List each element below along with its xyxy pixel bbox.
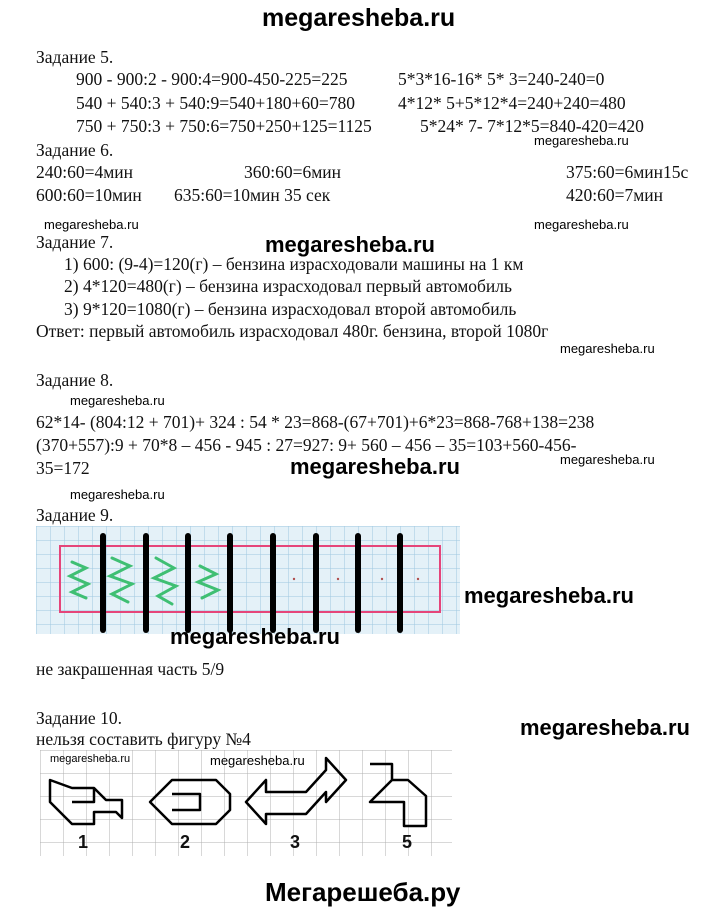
watermark-small: megaresheba.ru <box>560 341 655 356</box>
watermark-small: megaresheba.ru <box>210 753 305 768</box>
task8-title: Задание 8. <box>36 370 114 390</box>
task6-title: Задание 6. <box>36 140 114 160</box>
task8-line-1: 62*14- (804:12 + 701)+ 324 : 54 * 23=868-(67+701)+6*23=868-768+138=238 <box>36 412 595 432</box>
task5-title: Задание 5. <box>36 47 114 67</box>
watermark-small: megaresheba.ru <box>534 217 629 232</box>
task7-title: Задание 7. <box>36 232 114 252</box>
header-watermark: megaresheba.ru <box>262 4 456 32</box>
task6-r2-c2: 635:60=10мин 35 сек <box>174 185 331 205</box>
task7-answer: Ответ: первый автомобиль израсходовал 480г. бензина, второй 1080г <box>36 321 549 341</box>
task6-r2-c1: 600:60=10мин <box>36 185 142 205</box>
task5-line-3: 750 + 750:3 + 750:6=750+250+125=1125 <box>76 116 372 136</box>
watermark-big: megaresheba.ru <box>265 232 435 257</box>
task6-r1-c2: 360:60=6мин <box>244 162 342 182</box>
task6-r1-c1: 240:60=4мин <box>36 162 134 182</box>
task5-line-2: 540 + 540:3 + 540:9=540+180+60=780 <box>76 93 355 113</box>
watermark-big: megaresheba.ru <box>290 454 460 479</box>
task7-item-3: 3) 9*120=1080(г) – бензина израсходовал второй автомобиль <box>64 299 517 319</box>
task6-r2-c3: 420:60=7мин <box>566 185 664 205</box>
task5-line-right-2: 4*12* 5+5*12*4=240+240=480 <box>398 93 626 113</box>
task5-line-1: 900 - 900:2 - 900:4=900-450-225=225 <box>76 69 348 89</box>
watermark-small: megaresheba.ru <box>560 452 655 467</box>
figure-label-3: 3 <box>290 832 301 852</box>
watermark-small: megaresheba.ru <box>44 217 139 232</box>
figure-label-1: 1 <box>78 832 89 852</box>
task6-r1-c3: 375:60=6мин15с <box>566 162 689 182</box>
watermark-small: megaresheba.ru <box>70 393 165 408</box>
watermark-small: megaresheba.ru <box>534 133 629 148</box>
task9-title: Задание 9. <box>36 505 114 525</box>
task7-item-1: 1) 600: (9-4)=120(г) – бензина израсходовали машины на 1 км <box>64 254 524 274</box>
task8-line-2: (370+557):9 + 70*8 – 456 - 945 : 27=927: 9+ 560 – 456 – 35=103+560-456- <box>36 435 577 455</box>
watermark-big: megaresheba.ru <box>520 715 690 740</box>
task10-title: Задание 10. <box>36 708 122 728</box>
figure-label-2: 2 <box>180 832 191 852</box>
task8-line-3: 35=172 <box>36 458 90 478</box>
task10-text: нельзя составить фигуру №4 <box>36 729 251 749</box>
watermark-big: megaresheba.ru <box>464 583 634 608</box>
figure-label-5: 5 <box>402 832 413 852</box>
watermark-small: megaresheba.ru <box>70 487 165 502</box>
task9-grid-figure <box>36 526 460 634</box>
task5-line-right-3: 5*24* 7- 7*12*5=840-420=420 <box>420 116 644 136</box>
watermark-big: megaresheba.ru <box>170 624 340 649</box>
task9-answer: не закрашенная часть 5/9 <box>36 659 225 679</box>
watermark-small: megaresheba.ru <box>50 753 131 765</box>
task5-line-right-1: 5*3*16-16* 5* 3=240-240=0 <box>398 69 605 89</box>
task7-item-2: 2) 4*120=480(г) – бензина израсходовал первый автомобиль <box>64 276 513 296</box>
footer-title: Мегарешеба.ру <box>265 877 461 907</box>
